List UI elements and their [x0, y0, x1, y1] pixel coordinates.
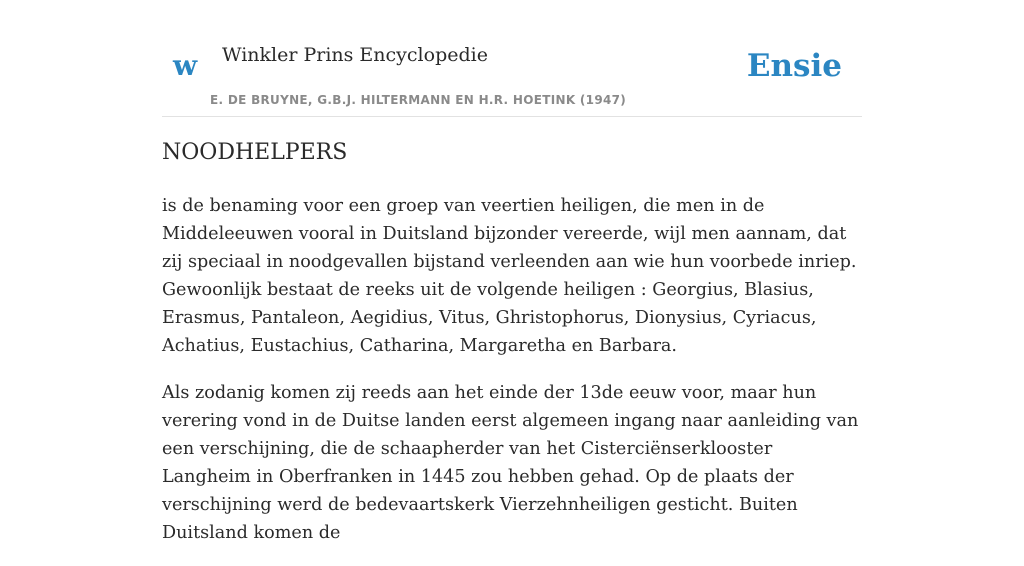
- article-paragraph: is de benaming voor een groep van veertien heiligen, die men in de Middeleeuwen vooral in Duitsland bijzonder vereerde, wijl men aannam, dat zij speciaal in noodgevallen bijstand verleenden aan wie hun voorbede inriep. Gewoonlijk bestaat de reeks uit de volgende heiligen : Georgius, Blasius, Erasmus, Pantaleon, Aegidius, Vitus, Ghristophorus, Dionysius, Cyriacus, Achatius, Eustachius, Catharina, Margaretha en Barbara.: [162, 196, 857, 356]
- article-paragraph: Als zodanig komen zij reeds aan het einde der 13de eeuw voor, maar hun verering vond in de Duitse landen eerst algemeen ingang naar aanleiding van een verschijning, die de schaapherder van het Cisterciënserklooster Langheim in Oberfranken in 1445 zou hebben gehad. Op de plaats der verschijning werd de bedevaartskerk Vierzehnheiligen gesticht. Buiten Duitsland komen de: [162, 383, 859, 543]
- source-header: [162, 0, 862, 117]
- source-authors: E. DE BRUYNE, G.B.J. HILTERMANN EN H.R. HOETINK (1947): [210, 93, 627, 107]
- source-title-link[interactable]: Winkler Prins Encyclopedie: [222, 44, 488, 66]
- ensie-logo[interactable]: Ensie: [746, 48, 842, 84]
- page-title: NOODHELPERS: [162, 140, 348, 165]
- source-logo[interactable]: w: [173, 49, 198, 82]
- page: [162, 0, 862, 543]
- article-body: [162, 192, 862, 566]
